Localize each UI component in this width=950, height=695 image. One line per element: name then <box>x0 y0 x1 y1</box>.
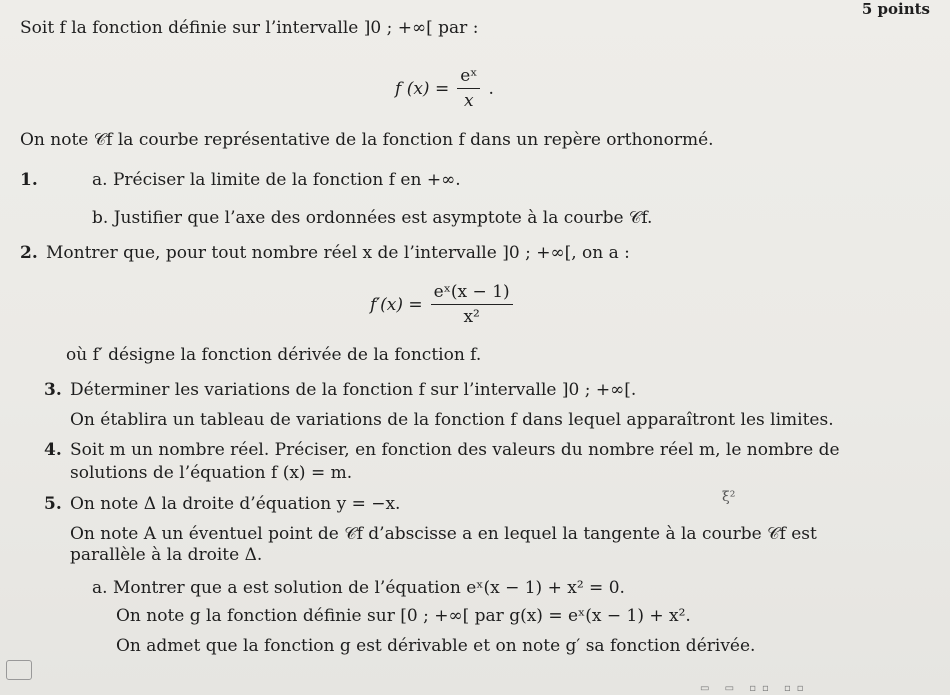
intro-line-2: On note 𝒞f la courbe représentative de la fonction f dans un repère orthonormé. <box>20 130 714 150</box>
question-5a-line-3: On admet que la fonction g est dérivable et on note g′ sa fonction dérivée. <box>116 636 756 656</box>
page-footer-icons: ▭ ▭ ▫▫ ▫▫ <box>700 683 810 694</box>
question-3-text-2: On établira un tableau de variations de la fonction f dans lequel apparaîtront les limites. <box>70 410 834 430</box>
question-4-text-2: solutions de l’équation f (x) = m. <box>70 463 353 483</box>
pen-mark: ξ² <box>722 489 736 505</box>
question-2-after: où f′ désigne la fonction dérivée de la fonction f. <box>66 345 482 365</box>
question-5-text: On note Δ la droite d’équation y = −x. <box>70 494 401 514</box>
question-1a: a. Préciser la limite de la fonction f en +∞. <box>92 170 461 190</box>
formula-denominator: x <box>464 91 474 111</box>
derivative-lhs: f′(x) = <box>370 294 423 315</box>
question-4-number: 4. <box>44 440 62 460</box>
derivative-numerator: eˣ(x − 1) <box>431 282 513 305</box>
question-3-text: Déterminer les variations de la fonction f sur l’intervalle ]0 ; +∞[. <box>70 380 637 400</box>
corner-icon <box>6 660 32 680</box>
question-2-text: Montrer que, pour tout nombre réel x de l’intervalle ]0 ; +∞[, on a : <box>46 243 630 263</box>
function-definition-formula <box>395 66 494 111</box>
derivative-formula <box>370 282 513 327</box>
formula-lhs: f (x) = <box>395 78 450 99</box>
question-1b: b. Justifier que l’axe des ordonnées est asymptote à la courbe 𝒞f. <box>92 208 653 228</box>
question-1-number: 1. <box>20 170 38 190</box>
question-3-number: 3. <box>44 380 62 400</box>
question-5-number: 5. <box>44 494 62 514</box>
question-4-text: Soit m un nombre réel. Préciser, en fonction des valeurs du nombre réel m, le nombre de <box>70 440 840 460</box>
formula-end: . <box>488 78 494 99</box>
formula-numerator: eˣ <box>457 66 480 89</box>
question-5a-line-2: On note g la fonction définie sur [0 ; +∞[ par g(x) = eˣ(x − 1) + x². <box>116 606 691 626</box>
question-5a-line-1: a. Montrer que a est solution de l’équation eˣ(x − 1) + x² = 0. <box>92 578 625 598</box>
formula-fraction <box>457 66 480 111</box>
intro-line-1: Soit f la fonction définie sur l’intervalle ]0 ; +∞[ par : <box>20 18 479 38</box>
question-5-text-3: parallèle à la droite Δ. <box>70 545 263 565</box>
question-2-number: 2. <box>20 243 38 263</box>
derivative-fraction <box>431 282 513 327</box>
question-5-text-2: On note A un éventuel point de 𝒞f d’abscisse a en lequel la tangente à la courbe 𝒞f est <box>70 524 817 544</box>
derivative-denominator: x² <box>463 307 480 327</box>
points-label: 5 points <box>861 0 930 18</box>
